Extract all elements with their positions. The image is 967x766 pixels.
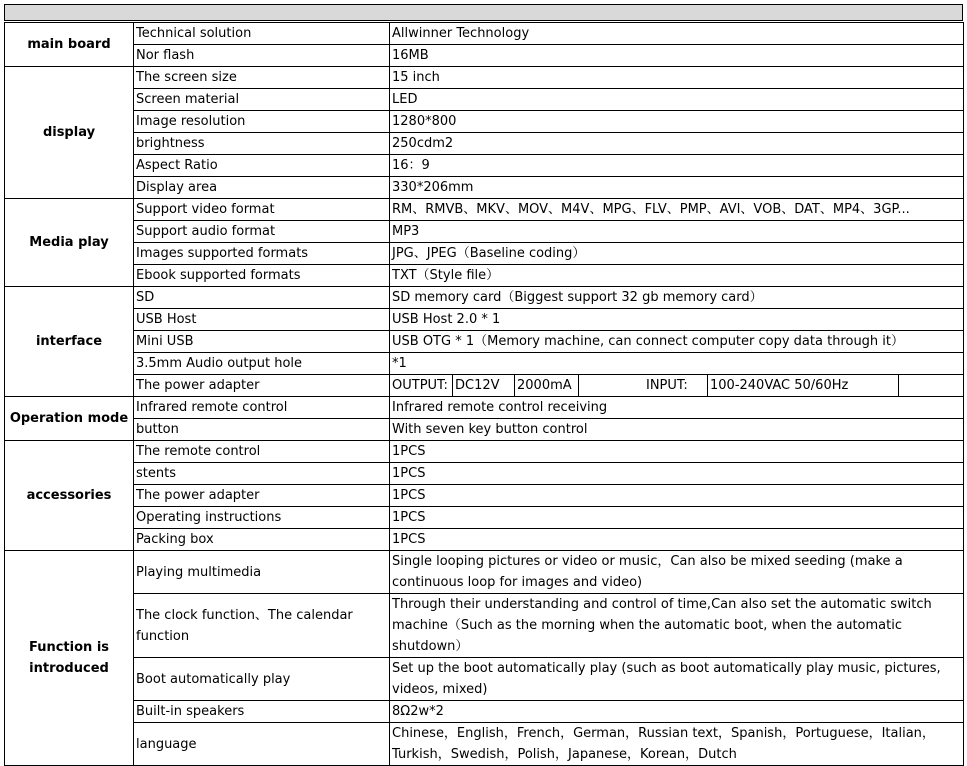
spec-value: 1PCS [390, 529, 964, 551]
spec-value: Single looping pictures or video or music，Can also be mixed seeding (make a continuous loop for images and video) [390, 551, 964, 594]
spec-value: 16：9 [390, 155, 964, 177]
table-row [5, 221, 964, 243]
table-row [5, 133, 964, 155]
table-row [5, 309, 964, 331]
table-row [5, 375, 964, 397]
spec-value: USB Host 2.0 * 1 [390, 309, 964, 331]
table-row [5, 419, 964, 441]
output-voltage: DC12V [453, 375, 515, 396]
output-current: 2000mA [515, 375, 579, 396]
spec-label: Technical solution [134, 23, 390, 45]
spec-value: 1280*800 [390, 111, 964, 133]
input-label: INPUT: [644, 375, 708, 396]
spec-value: 1PCS [390, 485, 964, 507]
spec-value: 330*206mm [390, 177, 964, 199]
spec-label: Screen material [134, 89, 390, 111]
spec-value: With seven key button control [390, 419, 964, 441]
spec-label: Image resolution [134, 111, 390, 133]
spec-value: 1PCS [390, 507, 964, 529]
table-row [5, 155, 964, 177]
spec-label: Support video format [134, 199, 390, 221]
table-row [5, 441, 964, 463]
table-row [5, 463, 964, 485]
table-row [5, 331, 964, 353]
spec-label: Mini USB [134, 331, 390, 353]
table-row [5, 594, 964, 658]
spec-value: 16MB [390, 45, 964, 67]
category-cell: Operation mode [5, 397, 134, 441]
spec-value: JPG、JPEG（Baseline coding） [390, 243, 964, 265]
spec-label: The power adapter [134, 485, 390, 507]
table-row [5, 199, 964, 221]
spec-label: button [134, 419, 390, 441]
spec-value: USB OTG * 1（Memory machine, can connect computer copy data through it） [390, 331, 964, 353]
table-row [5, 723, 964, 766]
spec-body [5, 23, 964, 766]
spec-label: Playing multimedia [134, 551, 390, 594]
table-row [5, 397, 964, 419]
table-row [5, 507, 964, 529]
input-value: 100-240VAC 50/60Hz [708, 375, 899, 396]
table-row [5, 353, 964, 375]
spec-label: brightness [134, 133, 390, 155]
category-cell: display [5, 67, 134, 199]
spec-label: stents [134, 463, 390, 485]
spec-label: Images supported formats [134, 243, 390, 265]
table-row [5, 111, 964, 133]
table-row [5, 551, 964, 594]
spec-value: SD memory card（Biggest support 32 gb memory card） [390, 287, 964, 309]
spec-label: 3.5mm Audio output hole [134, 353, 390, 375]
spec-value: Through their understanding and control of time,Can also set the automatic switch machine（Such as the morning when the automatic boot, when the automatic shutdown） [390, 594, 964, 658]
table-row [5, 177, 964, 199]
table-row [5, 529, 964, 551]
spec-label: Nor flash [134, 45, 390, 67]
spec-table [4, 22, 964, 766]
spec-value: LED [390, 89, 964, 111]
spec-label: The remote control [134, 441, 390, 463]
spec-value: TXT（Style file） [390, 265, 964, 287]
category-cell: Media play [5, 199, 134, 287]
spec-label: Packing box [134, 529, 390, 551]
table-row [5, 701, 964, 723]
spec-value: Set up the boot automatically play (such as boot automatically play music, pictures, videos, mixed) [390, 658, 964, 701]
table-row [5, 287, 964, 309]
table-row [5, 45, 964, 67]
table-row [5, 67, 964, 89]
table-row [5, 265, 964, 287]
spec-value: 250cdm2 [390, 133, 964, 155]
spec-value: Allwinner Technology [390, 23, 964, 45]
spec-label: Boot automatically play [134, 658, 390, 701]
spec-label: The clock function、The calendar function [134, 594, 390, 658]
spec-label: Built-in speakers [134, 701, 390, 723]
output-label: OUTPUT: [390, 375, 453, 396]
spec-value: 15 inch [390, 67, 964, 89]
spec-label: Operating instructions [134, 507, 390, 529]
spec-label: language [134, 723, 390, 766]
spec-label: USB Host [134, 309, 390, 331]
spec-label: Aspect Ratio [134, 155, 390, 177]
spec-value: MP3 [390, 221, 964, 243]
category-cell: main board [5, 23, 134, 67]
category-cell: interface [5, 287, 134, 397]
spec-label: Infrared remote control [134, 397, 390, 419]
spec-value: Infrared remote control receiving [390, 397, 964, 419]
category-cell: Function is introduced [5, 551, 134, 766]
spec-label: Support audio format [134, 221, 390, 243]
spec-value: 8Ω2w*2 [390, 701, 964, 723]
header-band [4, 4, 963, 21]
table-row [5, 23, 964, 45]
spec-label: SD [134, 287, 390, 309]
table-row [5, 243, 964, 265]
spec-value: Chinese，English，French，German，Russian text，Spanish，Portuguese，Italian，Turkish，Swedish，Polish，Japanese，Korean，Dutch [390, 723, 964, 766]
spec-label: Display area [134, 177, 390, 199]
spec-label: The power adapter [134, 375, 390, 397]
spec-label: Ebook supported formats [134, 265, 390, 287]
spec-label: The screen size [134, 67, 390, 89]
power-adapter-spec [390, 375, 964, 397]
spec-value: RM、RMVB、MKV、MOV、M4V、MPG、FLV、PMP、AVI、VOB、DAT、MP4、3GP... [390, 199, 964, 221]
category-cell: accessories [5, 441, 134, 551]
blank-cell [579, 375, 644, 396]
spec-value: 1PCS [390, 463, 964, 485]
table-row [5, 658, 964, 701]
spec-value: 1PCS [390, 441, 964, 463]
table-row [5, 485, 964, 507]
spec-value: *1 [390, 353, 964, 375]
table-row [5, 89, 964, 111]
